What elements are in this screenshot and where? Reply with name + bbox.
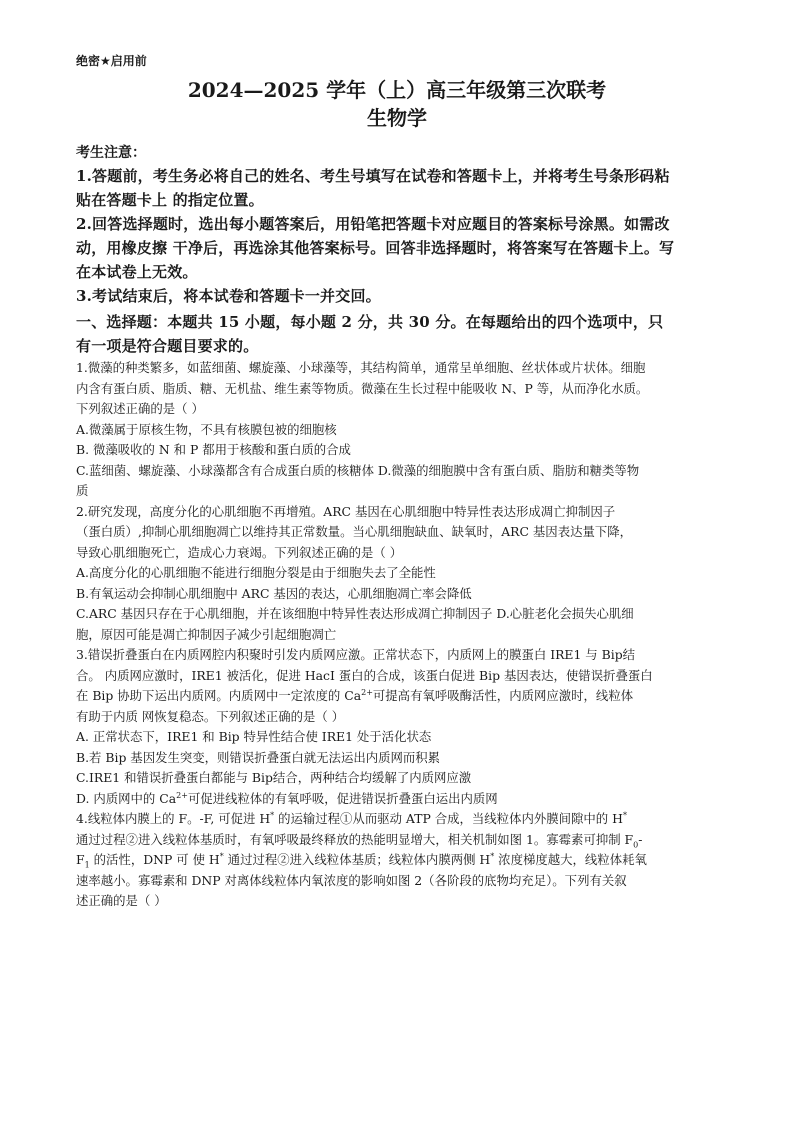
notice-item-2-line-2: 动，用橡皮擦 干净后，再选涂其他答案标号。回答非选择题时，将答案写在答题卡上。写 [76, 239, 675, 257]
q4-l3-sup2: * [490, 851, 495, 861]
q3-d-head: D. 内质网中的 Ca [76, 790, 177, 806]
q3-stem-line-4: 有助于内质 网恢复稳态。下列叙述正确的是（ ） [76, 708, 345, 724]
q1-stem-line-3: 下列叙述正确的是（ ） [76, 401, 204, 416]
q1-option-cd: C.蓝细菌、螺旋藻、小球藻都含有合成蛋白质的核糖体 D.微藻的细胞膜中含有蛋白质、脂肪和糖类等物 [76, 462, 640, 478]
q4-l3-head: F [76, 852, 85, 867]
q4-l1-head: 4.线粒体内膜上的 F。-F, 可促进 H [76, 811, 271, 826]
q2-stem-line-3: 导致心肌细胞死亡，造成心力衰竭。下列叙述正确的是（ ） [76, 544, 403, 560]
q2-option-b: B.有氧运动会抑制心肌细胞中 ARC 基因的表达，心肌细胞凋亡率会降低 [76, 585, 472, 601]
q4-stem-line-3 [76, 850, 718, 871]
q4-l3-tail: 通过过程②进入线粒体基质；线粒体内膜两侧 H [223, 852, 491, 867]
section-heading-line-2: 有一项是符合题目要求的。 [76, 337, 259, 355]
q3-option-d [76, 789, 718, 810]
q1-stem-line-1: 1.微藻的种类繁多，如蓝细菌、螺旋藻、小球藻等，其结构简单，通常呈单细胞、丝状体或片状体。细胞 [76, 360, 646, 375]
q4-stem-line-4: 速率越小。寡霉素和 DNP 对离体线粒体内氧浓度的影响如图 2（各阶段的底物均充足）。下列有关叙 [76, 872, 627, 888]
q2-stem-line-2: （蛋白质）,抑制心肌细胞凋亡以维持其正常数量。当心肌细胞缺血、缺氧时，ARC 基因表达量下降， [76, 524, 633, 539]
q4-stem-line-5: 述正确的是（ ） [76, 893, 167, 908]
question-2 [76, 502, 718, 646]
q4-l3-sub: 1 [84, 860, 90, 870]
q4-stem-line-2 [76, 830, 718, 851]
q3-option-a: A. 正常状态下，IRE1 和 Bip 特异性结合使 IRE1 处于活化状态 [76, 729, 432, 744]
exam-subject: 生物学 [367, 106, 427, 130]
q3-line3-head: 在 Bip 协助下运出内质网。内质网中一定浓度的 Ca [76, 688, 362, 703]
notice-heading: 考生注意： [76, 145, 146, 161]
q3-d-tail: 可促进线粒体的有氧呼吸，促进错误折叠蛋白运出内质网 [187, 790, 498, 806]
q4-stem-line-1 [76, 809, 718, 830]
q4-l1-mid: 的运输过程①从而驱动 ATP 合成，当线粒体内外膜间隙中的 H [274, 811, 623, 826]
q3-stem-line-2: 合。 内质网应激时，IRE1 被活化，促进 HacI 蛋白的合成，该蛋白促进 Bip 基因表达，使错误折叠蛋白 [76, 667, 653, 683]
notice-block [76, 142, 718, 308]
q1-option-cd-cont: 质 [76, 483, 89, 498]
q3-option-b: B.若 Bip 基因发生突变，则错误折叠蛋白就无法运出内质网而积累 [76, 749, 441, 765]
q4-l3-end: 浓度梯度越大，线粒体耗氧 [494, 852, 647, 867]
notice-item-1-line-2: 贴在答题卡上 的指定位置。 [76, 191, 264, 209]
q4-l2-tail: - [638, 831, 643, 847]
question-1 [76, 358, 718, 502]
q1-stem-line-2: 内含有蛋白质、脂质、糖、无机盐、维生素等物质。微藻在生长过程中能吸收 N、P 等，从而净化水质。 [76, 380, 649, 396]
notice-item-2-line-3: 在本试卷上无效。 [76, 263, 198, 281]
q4-l1-sup2: * [622, 810, 627, 820]
notice-item-2-line-1: 2.回答选择题时，选出每小题答案后，用铅笔把答题卡对应题目的答案标号涂黑。如需改 [76, 215, 670, 233]
q4-l3-sup: * [219, 851, 224, 861]
q4-l1-sup: * [270, 810, 275, 820]
q3-d-sup: 2+ [176, 790, 188, 800]
q3-option-c: C.IRE1 和错误折叠蛋白都能与 Bip结合，两种结合均缓解了内质网应激 [76, 770, 472, 785]
notice-item-1-line-1: 1.答题前，考生务必将自己的姓名、考生号填写在试卷和答题卡上，并将考生号条形码粘 [76, 167, 670, 185]
q3-line3-tail: 可提高有氧呼吸酶活性，内质网应激时，线粒体 [372, 688, 634, 703]
section-heading [76, 310, 718, 358]
q2-option-cd: C.ARC 基因只存在于心肌细胞，并在该细胞中特异性表达形成凋亡抑制因子 D.心脏老化会损失心肌细 [76, 606, 634, 621]
question-4 [76, 809, 718, 912]
notice-item-3: 3.考试结束后，将本试卷和答题卡一并交回。 [76, 287, 381, 305]
q2-stem-line-1: 2.研究发现，高度分化的心肌细胞不再增殖。ARC 基因在心肌细胞中特异性表达形成凋亡抑制因子 [76, 503, 616, 519]
q3-stem-line-1: 3.错误折叠蛋白在内质网腔内积聚时引发内质网应激。正常状态下，内质网上的膜蛋白 IRE1 与 Bip结 [76, 647, 636, 662]
secret-label: 绝密★启用前 [76, 54, 147, 68]
q2-option-a: A.高度分化的心肌细胞不能进行细胞分裂是由于细胞失去了全能性 [76, 565, 436, 580]
section-heading-line-1: 一、选择题：本题共 15 小题，每小题 2 分，共 30 分。在每题给出的四个选项中，只 [76, 313, 664, 331]
q4-l3-mid: 的活性，DNP 可 使 H [89, 852, 220, 867]
q2-option-cd-cont: 胞，原因可能是凋亡抑制因子减少引起细胞凋亡 [76, 626, 337, 642]
q3-stem-line-3 [76, 686, 718, 707]
q3-line3-sup: 2+ [361, 687, 373, 697]
q4-l2-sub: 0 [633, 839, 639, 849]
question-3 [76, 645, 718, 809]
q4-l2-head: 通过过程②进入线粒体基质时，有氧呼吸最终释放的热能明显增大，相关机制如图 1。寡霉素可抑制 F [76, 831, 634, 847]
q1-option-b: B. 微藻吸收的 N 和 P 都用于核酸和蛋白质的合成 [76, 442, 351, 457]
q1-option-a: A.微藻属于原核生物，不具有核膜包被的细胞核 [76, 421, 337, 437]
exam-title: 2024—2025 学年（上）高三年级第三次联考 [187, 78, 607, 102]
